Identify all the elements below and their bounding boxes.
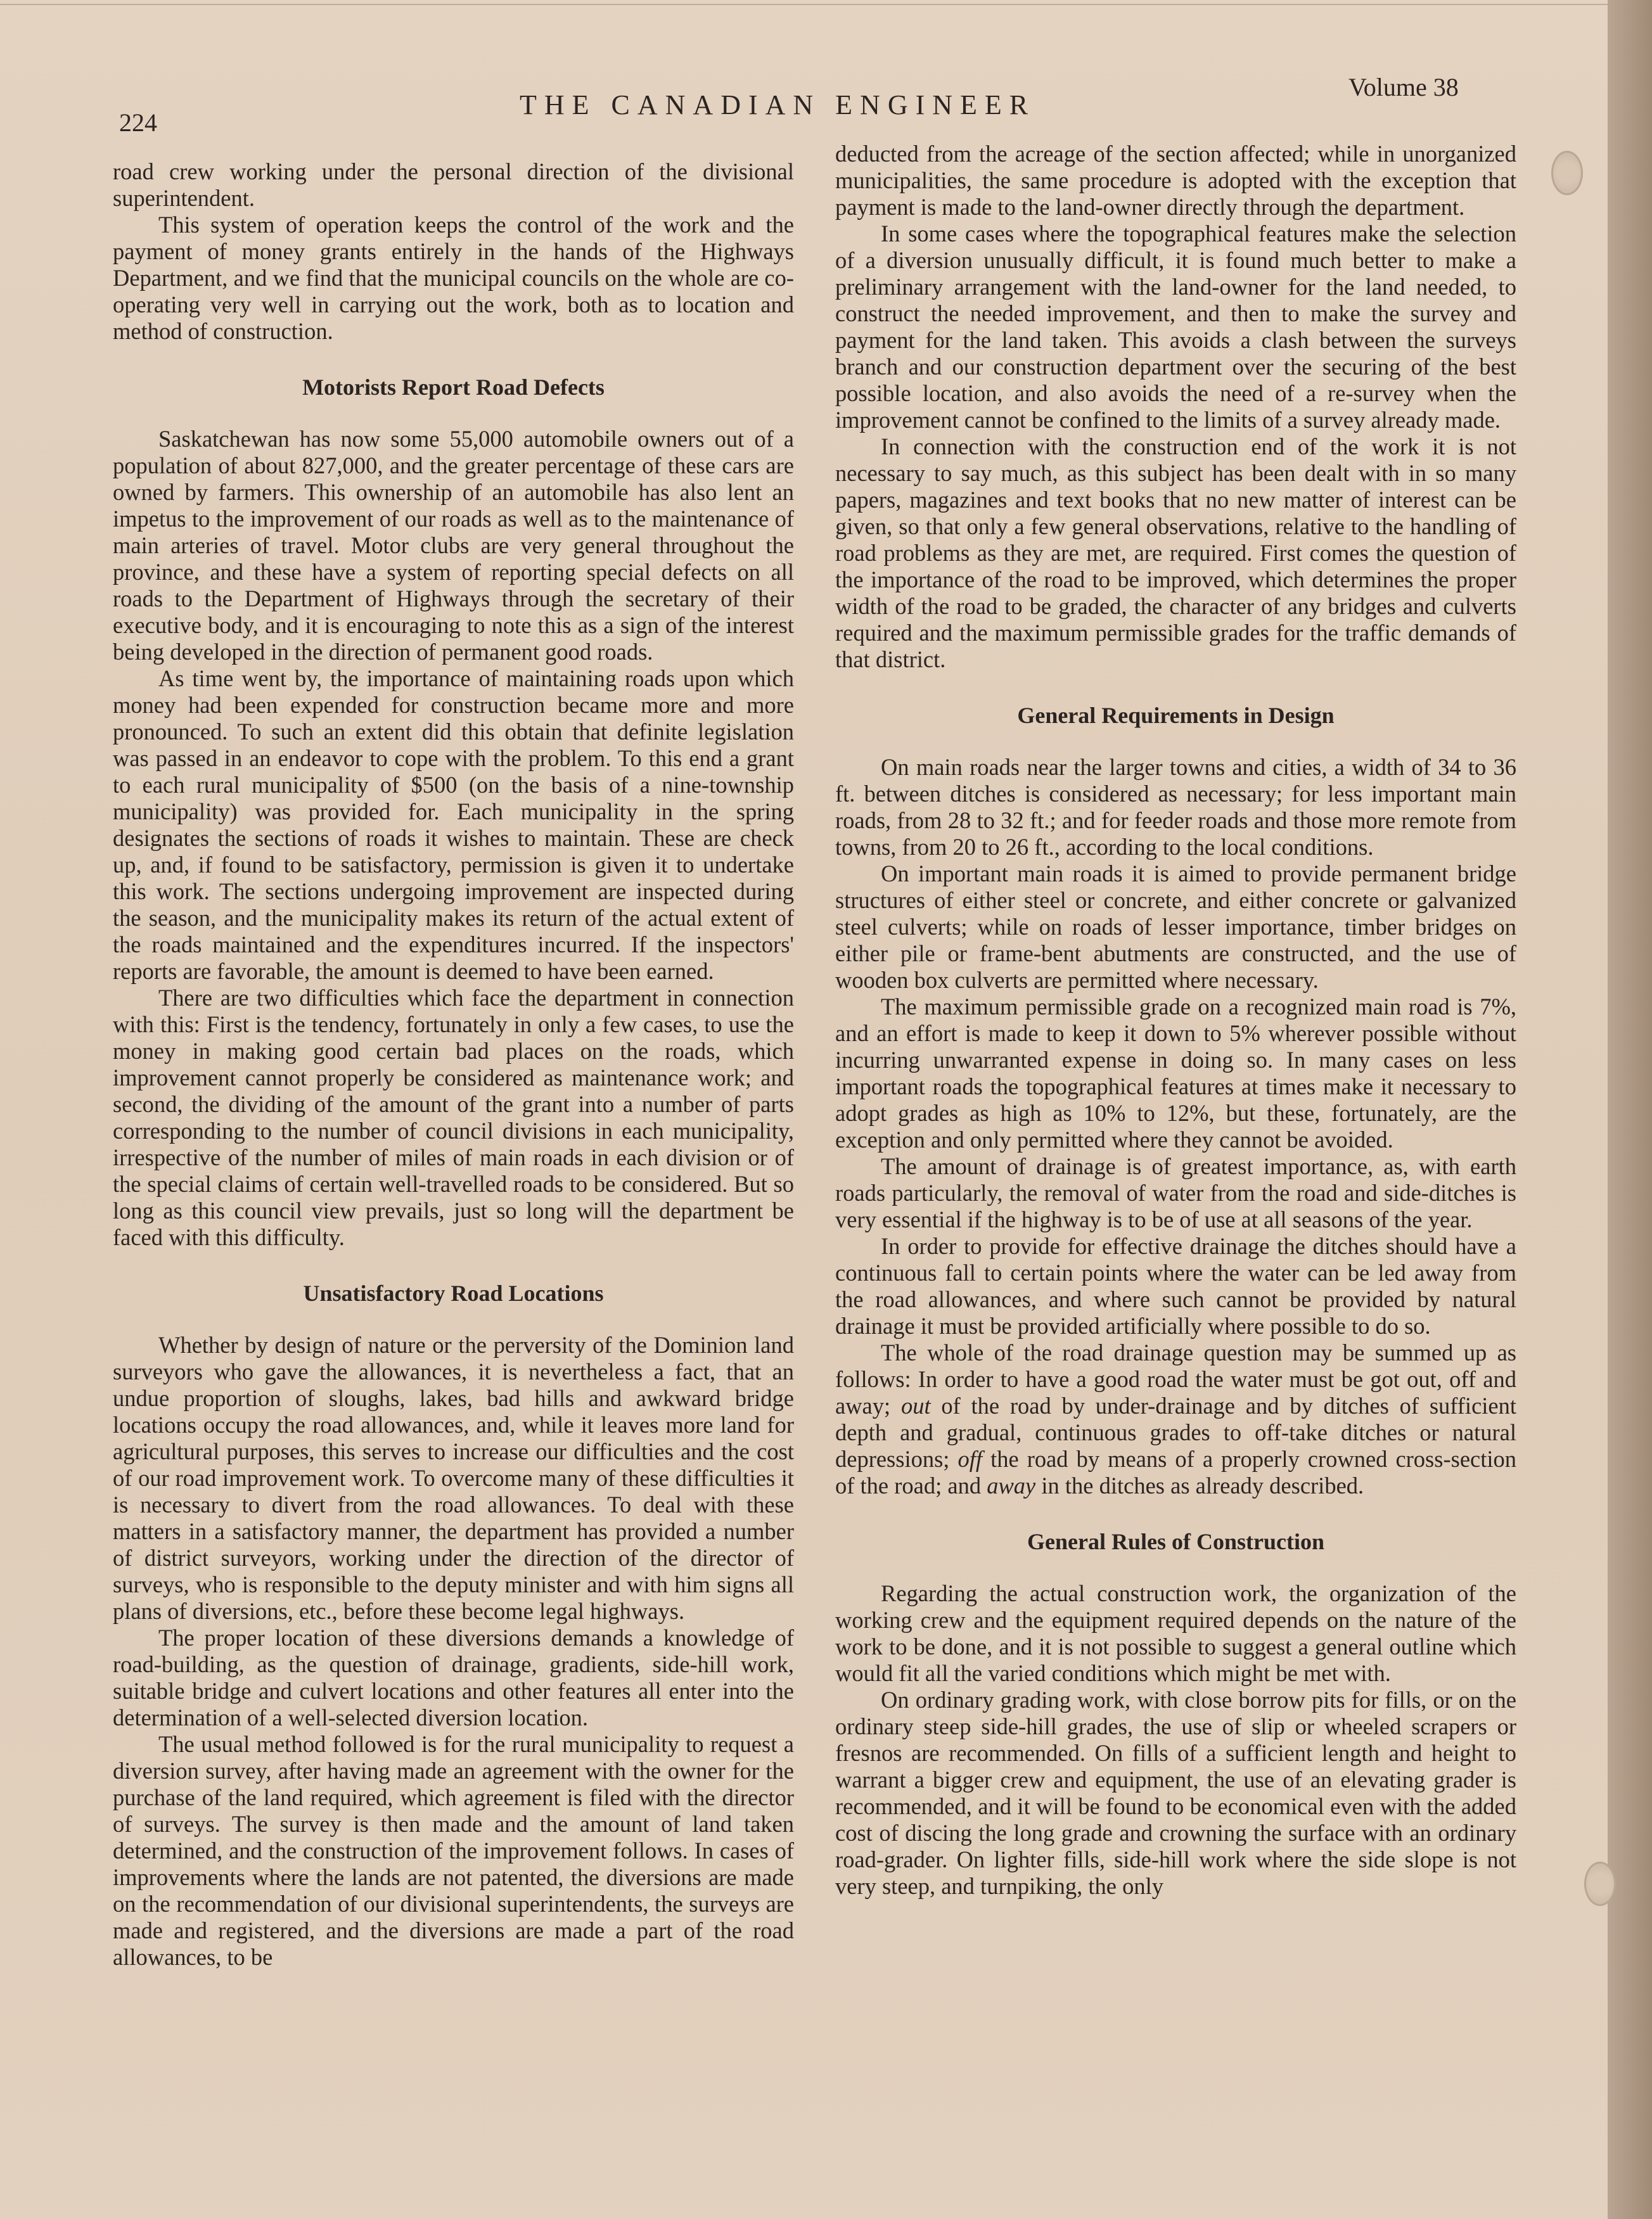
- paragraph: In connection with the construction end of the work it is not necessary to say much, as this subject has been dealt with in so many papers, magazines and text books that no new matter of interest can be given, so that only a few general observations, relative to the handling of road problems as they are met, are required. First comes the question of the importance of the road to be improved, which determines the proper width of the road to be graded, the character of any bridges and culverts required and the maximum permissible grades for the traffic demands of that district.: [835, 433, 1516, 672]
- emphasis-away: away: [987, 1473, 1036, 1499]
- paragraph: Regarding the actual construction work, the organization of the working crew and the equipment required depends on the nature of the work to be done, and it is not possible to suggest a general outline which would fit all the varied conditions which might be met with.: [835, 1580, 1516, 1686]
- section-heading: Motorists Report Road Defects: [302, 374, 605, 400]
- paragraph: On ordinary grading work, with close borrow pits for fills, or on the ordinary steep side-hill grades, the use of slip or wheeled scrapers or fresnos are recommended. On fills of a sufficient length and height to warrant a bigger crew and equipment, the use of an elevating grader is recommended, and it will be found to be economical even with the added cost of discing the long grade and crowning the surface with an ordinary road-grader. On lighter fills, side-hill work where the side slope is not very steep, and turnpiking, the only: [835, 1687, 1516, 1899]
- section-heading: General Requirements in Design: [1017, 703, 1335, 728]
- binding-hole-top: [1551, 151, 1583, 195]
- section-heading: Unsatisfactory Road Locations: [303, 1281, 604, 1306]
- text-run: in the ditches as already described.: [1035, 1473, 1364, 1499]
- paragraph: This system of operation keeps the control of the work and the payment of money grants entirely in the hands of the Highways Department, and we find that the municipal councils on the whole are co-operating very well in carrying out the work, both as to location and method of construction.: [113, 212, 794, 344]
- paragraph: There are two difficulties which face the department in connection with this: First is the tendency, fortunately in only a few cases, to use the money in making good certain bad places on the roads, which improvement cannot properly be considered as maintenance work; and second, the dividing of the amount of the grant into a number of parts corresponding to the number of council divisions in each municipality, irrespective of the number of miles of main roads in each division or of the special claims of certain well-travelled roads to be considered. But so long as this council view prevails, just so long will the department be faced with this difficulty.: [113, 985, 794, 1250]
- paragraph: In some cases where the topographical features make the selection of a diversion unusually difficult, it is found much better to make a preliminary arrangement with the land-owner for the land needed, to construct the needed improvement, and then to make the survey and payment for the land taken. This avoids a clash between the surveys branch and our construction department over the securing of the best possible location, and also avoids the need of a re-survey when the improvement cannot be confined to the limits of a survey already made.: [835, 221, 1516, 433]
- paragraph: In order to provide for effective drainage the ditches should have a continuous fall to certain points where the water can be led away from the road allowances, and where such cannot be provided by natural drainage it must be provided artificially where possible to do so.: [835, 1233, 1516, 1339]
- section-heading: General Rules of Construction: [1027, 1529, 1324, 1554]
- paragraph: On main roads near the larger towns and cities, a width of 34 to 36 ft. between ditches is considered as necessary; for less important main roads, from 28 to 32 ft.; and for feeder roads and those more remote from towns, from 20 to 26 ft., according to the local conditions.: [835, 754, 1516, 860]
- paragraph: Saskatchewan has now some 55,000 automobile owners out of a population of about 827,000, and the greater percentage of these cars are owned by farmers. This ownership of an automobile has also lent an impetus to the improvement of our roads as well as to the maintenance of main arteries of travel. Motor clubs are very general throughout the province, and these have a system of reporting special defects on all roads to the Department of Highways through the secretary of their executive body, and it is encouraging to note this as a sign of the interest being developed in the direction of permanent good roads.: [113, 426, 794, 665]
- running-title: THE CANADIAN ENGINEER: [520, 89, 1036, 120]
- text-run: of the road by under-drainage and by ditches of sufficient depth and gradual, continuous grades to off-take ditches or natural depressions;: [835, 1393, 1517, 1472]
- page-header: [0, 0, 1610, 152]
- left-column: [113, 158, 794, 1971]
- right-column: [835, 141, 1516, 1900]
- paragraph: The amount of drainage is of greatest importance, as, with earth roads particularly, the removal of water from the road and side-ditches is very essential if the highway is to be of use at all seasons of the year.: [835, 1153, 1516, 1232]
- paragraph: The usual method followed is for the rural municipality to request a diversion survey, after having made an agreement with the owner for the purchase of the land required, which agreement is filed with the director of surveys. The survey is then made and the amount of land taken determined, and the construction of the improvement follows. In cases of improvements where the lands are not patented, the diversions are made on the recommendation of our divisional superintendents, the surveys are made and registered, and the diversions are made a part of the road allowances, to be: [113, 1731, 794, 1970]
- emphasis-off: off: [957, 1446, 983, 1472]
- paragraph: On important main roads it is aimed to provide permanent bridge structures of either steel or concrete, and either concrete or galvanized steel culverts; while on roads of lesser importance, timber bridges on either pile or frame-bent abutments are constructed, and the use of wooden box culverts are permitted where necessary.: [835, 860, 1516, 993]
- paragraph: As time went by, the importance of maintaining roads upon which money had been expended for construction became more and more pronounced. To such an extent did this obtain that definite legislation was passed in an endeavor to cope with the problem. To this end a grant to each rural municipality of $500 (on the basis of a nine-township municipality) was provided for. Each municipality in the spring designates the sections of roads it wishes to maintain. These are check up, and, if found to be satisfactory, permission is given it to undertake this work. The sections undergoing improvement are inspected during the season, and the municipality makes its return of the actual extent of the roads maintained and the expenditures incurred. If the inspectors' reports are favorable, the amount is deemed to have been earned.: [113, 665, 794, 984]
- emphasis-out: out: [900, 1393, 931, 1419]
- volume-label: Volume 38: [1348, 73, 1459, 101]
- paragraph: deducted from the acreage of the section affected; while in unorganized municipalities, the same procedure is adopted with the exception that payment is made to the land-owner directly through the department.: [835, 141, 1516, 220]
- binding-hole-bottom: [1584, 1862, 1616, 1906]
- paragraph: The maximum permissible grade on a recognized main road is 7%, and an effort is made to keep it down to 5% wherever possible without incurring unwarranted expense in doing so. In many cases on less important roads the topographical features at times make it necessary to adopt grades as high as 10% to 12%, but these, fortunately, are the exception and only permitted where they cannot be avoided.: [835, 994, 1516, 1153]
- paragraph: road crew working under the personal direction of the divisional superintendent.: [113, 158, 794, 211]
- text-run: the road by means of a properly crowned cross-section of the road; and: [835, 1446, 1516, 1499]
- page-number: 224: [119, 108, 157, 137]
- paragraph: Whether by design of nature or the perversity of the Dominion land surveyors who gave the allowances, it is nevertheless a fact, that an undue proportion of sloughs, lakes, bad hills and awkward bridge locations occupy the road allowances, and, while it leaves more land for agricultural purposes, this serves to increase our difficulties and the cost of our road improvement work. To overcome many of these difficulties it is necessary to divert from the road allowances. To deal with these matters in a satisfactory manner, the department has provided a number of district surveyors, working under the direction of the director of surveys, who is responsible to the deputy minister and with him signs all plans of diversions, etc., before these become legal highways.: [113, 1332, 794, 1624]
- text-run: The whole of the road drainage question may be summed up as follows: In order to have a good road the water must be got out, off and away;: [835, 1340, 1516, 1419]
- paragraph: The proper location of these diversions demands a knowledge of road-building, as the question of drainage, gradients, side-hill work, suitable bridge and culvert locations and other features all enter into the determination of a well-selected diversion location.: [113, 1625, 794, 1730]
- paragraph-drainage-summary: [835, 1340, 1516, 1499]
